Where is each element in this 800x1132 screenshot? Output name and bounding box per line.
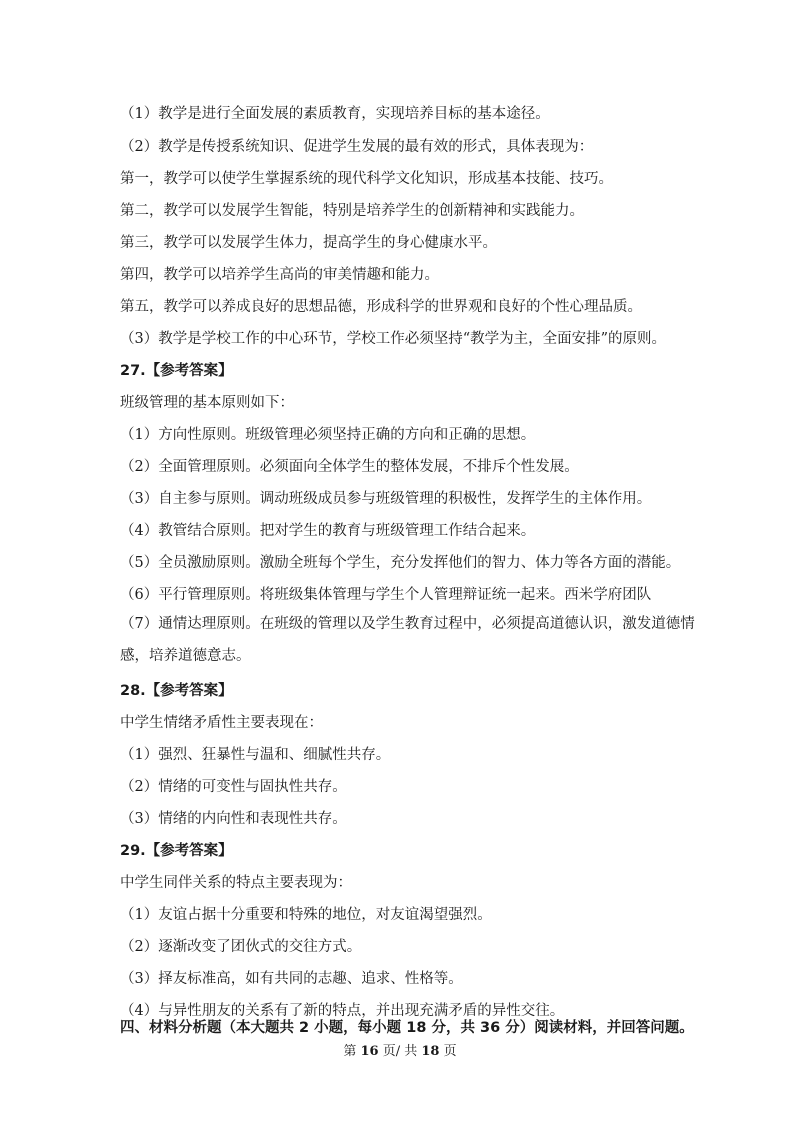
q29-item: （4）与异性朋友的关系有了新的特点，并出现充满矛盾的异性交往。 <box>120 1003 565 1019</box>
q29-item: （3）择友标准高，如有共同的志趣、追求、性格等。 <box>120 971 463 987</box>
q27-item: （1）方向性原则。班级管理必须坚持正确的方向和正确的思想。 <box>120 427 536 443</box>
q27-heading: 27.【参考答案】 <box>120 363 233 379</box>
paragraph-first: 第一，教学可以使学生掌握系统的现代科学文化知识，形成基本技能、技巧。 <box>120 171 613 187</box>
q28-item: （1）强烈、狂暴性与温和、细腻性共存。 <box>120 747 391 763</box>
q29-intro: 中学生同伴关系的特点主要表现为： <box>120 875 352 891</box>
q27-item: （2）全面管理原则。必须面向全体学生的整体发展，不排斥个性发展。 <box>120 459 579 475</box>
paragraph-second: 第二，教学可以发展学生智能，特别是培养学生的创新精神和实践能力。 <box>120 203 584 219</box>
paragraph-fourth: 第四，教学可以培养学生高尚的审美情趣和能力。 <box>120 267 439 283</box>
q28-item: （3）情绪的内向性和表现性共存。 <box>120 811 347 827</box>
q28-intro: 中学生情绪矛盾性主要表现在： <box>120 715 323 731</box>
paragraph-teaching-2: （2）教学是传授系统知识、促进学生发展的最有效的形式，具体表现为： <box>120 139 594 155</box>
q27-intro: 班级管理的基本原则如下： <box>120 395 294 411</box>
page-footer <box>0 1043 800 1061</box>
footer-page-number: 16 <box>360 1044 379 1059</box>
q28-item: （2）情绪的可变性与固执性共存。 <box>120 779 347 795</box>
q27-item: （4）教管结合原则。把对学生的教育与班级管理工作结合起来。 <box>120 523 536 539</box>
section-4-heading: 四、材料分析题（本大题共 2 小题，每小题 18 分，共 36 分）阅读材料，并回答问题。 <box>120 1020 694 1036</box>
q27-item: （7）通情达理原则。在班级的管理以及学生教育过程中，必须提高道德认识，激发道德情感，培养道德意志。 <box>120 616 695 664</box>
q27-item: （6）平行管理原则。将班级集体管理与学生个人管理辩证统一起来。西米学府团队 <box>120 587 652 603</box>
paragraph-teaching-1: （1）教学是进行全面发展的素质教育，实现培养目标的基本途径。 <box>120 106 550 122</box>
q29-item: （2）逐渐改变了团伙式的交往方式。 <box>120 939 362 955</box>
q28-heading: 28.【参考答案】 <box>120 683 233 699</box>
q29-heading: 29.【参考答案】 <box>120 843 233 859</box>
q27-item: （5）全员激励原则。激励全班每个学生，充分发挥他们的智力、体力等各方面的潜能。 <box>120 555 681 571</box>
q29-item: （1）友谊占据十分重要和特殊的地位，对友谊渴望强烈。 <box>120 907 492 923</box>
paragraph-third: 第三，教学可以发展学生体力，提高学生的身心健康水平。 <box>120 235 497 251</box>
footer-middle: 页/ 共 <box>382 1044 418 1059</box>
footer-prefix: 第 <box>343 1044 357 1059</box>
paragraph-fifth: 第五，教学可以养成良好的思想品德，形成科学的世界观和良好的个性心理品质。 <box>120 299 642 315</box>
paragraph-teaching-3: （3）教学是学校工作的中心环节，学校工作必须坚持“教学为主，全面安排”的原则。 <box>120 331 667 347</box>
footer-total-pages: 18 <box>421 1044 440 1059</box>
q27-item: （3）自主参与原则。调动班级成员参与班级管理的积极性，发挥学生的主体作用。 <box>120 491 652 507</box>
footer-suffix: 页 <box>443 1044 457 1059</box>
